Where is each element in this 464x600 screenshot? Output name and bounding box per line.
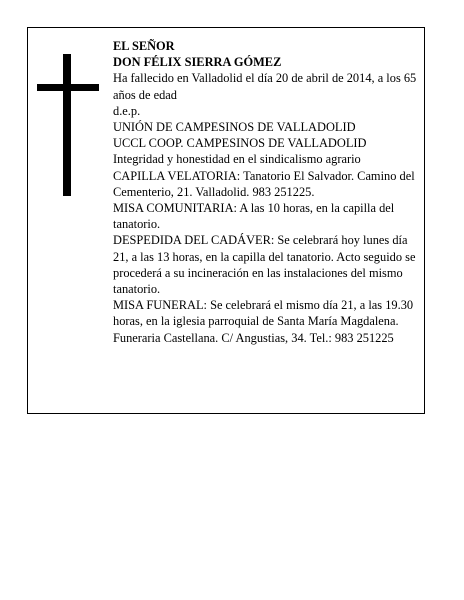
organization-2: UCCL COOP. CAMPESINOS DE VALLADOLID (113, 136, 367, 151)
organization-1: UNIÓN DE CAMPESINOS DE VALLADOLID (113, 120, 356, 135)
cross-vertical-bar (63, 54, 71, 196)
farewell-info: DESPEDIDA DEL CADÁVER: Se celebrará hoy lunes día 21, a las 13 horas, en la capilla del tanatorio. Acto seguido se procederá a su incineración en las instalaciones del mismo tanatorio. (113, 233, 416, 297)
deceased-name: DON FÉLIX SIERRA GÓMEZ (113, 55, 282, 70)
dep-text: d.e.p. (113, 103, 141, 118)
motto: Integridad y honestidad en el sindicalismo agrario (113, 152, 361, 167)
funeral-mass-info: MISA FUNERAL: Se celebrará el mismo día 21, a las 19.30 horas, en la iglesia parroquial de Santa María Magdalena. (113, 298, 414, 329)
cross-horizontal-bar (37, 84, 99, 91)
community-mass-info: MISA COMUNITARIA: A las 10 horas, en la capilla del tanatorio. (113, 201, 395, 232)
notice-text (113, 38, 421, 346)
cross-icon (37, 54, 99, 196)
title-line-1: EL SEÑOR (113, 39, 175, 53)
chapel-info: CAPILLA VELATORIA: Tanatorio El Salvador. Camino del Cementerio, 21. Valladolid. 983 251225. (113, 168, 415, 199)
death-info: Ha fallecido en Valladolid el día 20 de abril de 2014, a los 65 años de edad (113, 71, 417, 102)
funeral-home-info: Funeraria Castellana. C/ Angustias, 34. Tel.: 983 251225 (113, 330, 394, 345)
